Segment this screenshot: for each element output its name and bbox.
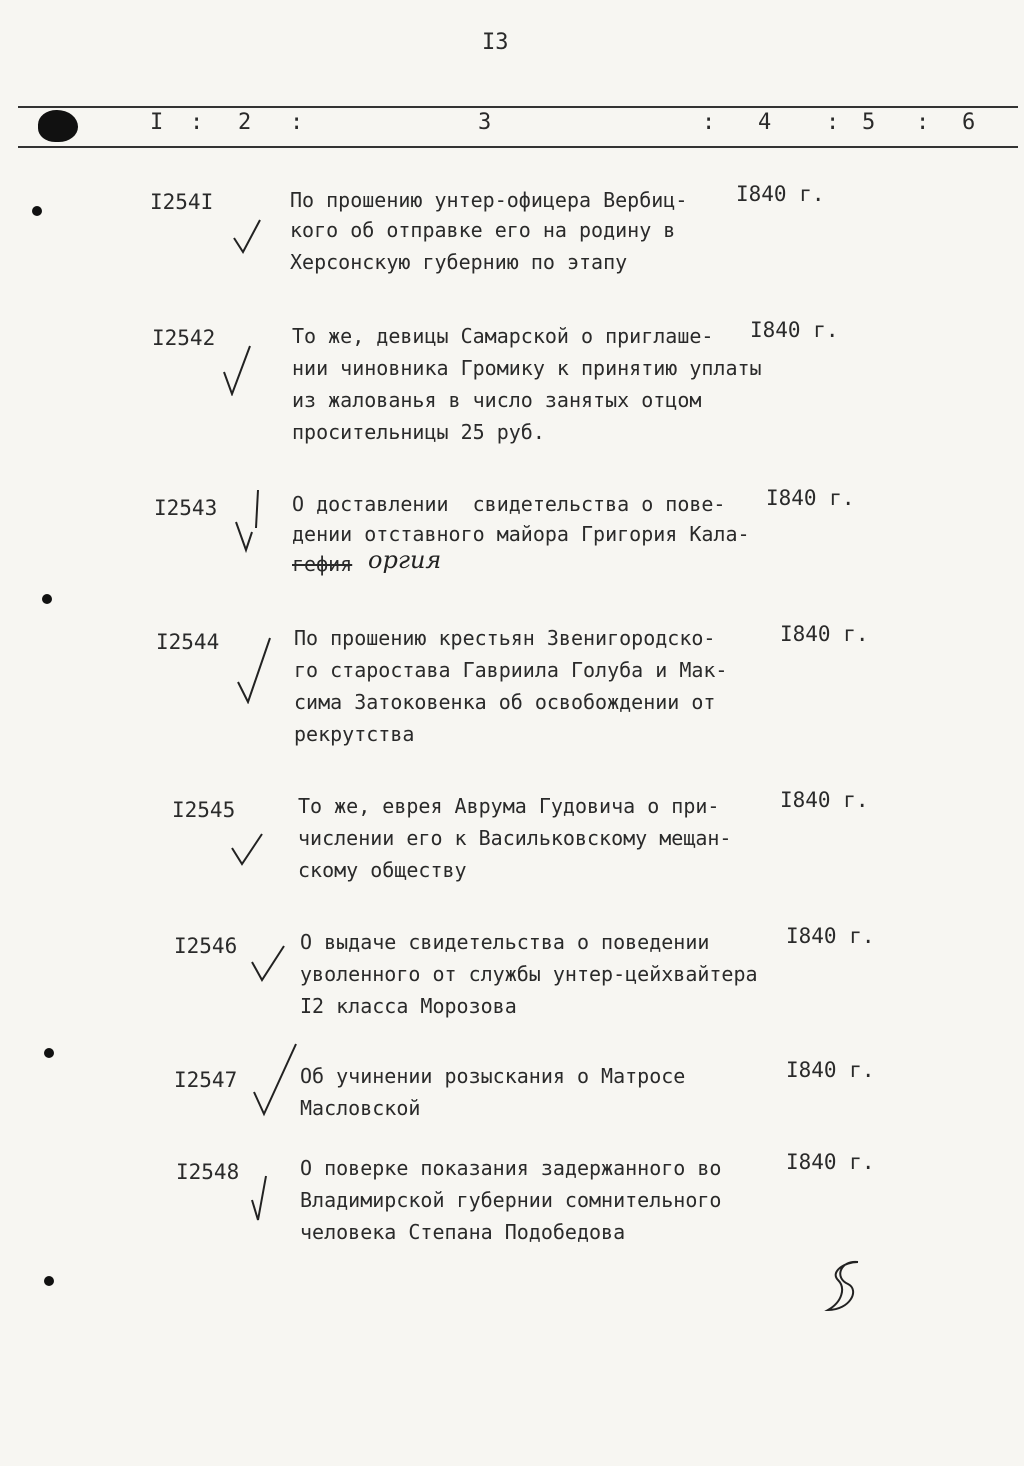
record-line: человека Степана Подобедова	[300, 1220, 626, 1244]
record-line: го старостава Гавриила Голуба и Мак-	[294, 658, 728, 682]
checkmark-icon	[250, 944, 286, 982]
record-number: I2544	[156, 630, 220, 654]
record-line: числении его к Васильковскому мещан-	[298, 826, 732, 850]
page-number: I3	[482, 30, 509, 55]
record-line: I2 класса Морозова	[300, 994, 517, 1018]
record-line: из жалованья в число занятых отцом	[292, 388, 702, 412]
col-sep: :	[916, 110, 930, 135]
margin-dot	[44, 1048, 54, 1058]
checkmark-icon	[232, 488, 262, 554]
record-line: сима Затоковенка об освобождении от	[294, 690, 716, 714]
record-year: I840 г.	[766, 486, 855, 510]
handwritten-correction: оргия	[368, 546, 442, 574]
record-line: Масловской	[300, 1096, 421, 1120]
col-2: 2	[238, 110, 252, 135]
record-number: I2545	[172, 798, 236, 822]
col-4: 4	[758, 110, 772, 135]
record-number: I2542	[152, 326, 216, 350]
record-line: Об учинении розыскания о Матросе	[300, 1064, 686, 1088]
record-year: I840 г.	[780, 788, 869, 812]
record-line: По прошению крестьян Звенигородско-	[294, 626, 716, 650]
record-line: О выдаче свидетельства о поведении	[300, 930, 710, 954]
record-year: I840 г.	[786, 1150, 875, 1174]
record-line: Херсонскую губернию по этапу	[290, 250, 628, 274]
signature-mark	[820, 1258, 870, 1314]
record-line: уволенного от службы унтер-цейхвайтера	[300, 962, 758, 986]
record-line: дении отставного майора Григория Кала-	[292, 522, 750, 546]
checkmark-icon	[222, 344, 252, 396]
header-rule-top	[18, 106, 1018, 108]
col-1: I	[150, 110, 164, 135]
record-number: I2548	[176, 1160, 240, 1184]
ink-blot	[38, 110, 78, 142]
record-year: I840 г.	[780, 622, 869, 646]
record-year: I840 г.	[786, 924, 875, 948]
record-line: нии чиновника Громику к принятию уплаты	[292, 356, 762, 380]
record-year: I840 г.	[786, 1058, 875, 1082]
header-rule-bottom	[18, 146, 1018, 148]
record-line: просительницы 25 руб.	[292, 420, 545, 444]
record-number: I2546	[174, 934, 238, 958]
col-sep: :	[190, 110, 204, 135]
record-line: рекрутства	[294, 722, 415, 746]
record-line: кого об отправке его на родину в	[290, 218, 676, 242]
record-number: I254I	[150, 190, 214, 214]
checkmark-icon	[236, 636, 272, 704]
col-sep: :	[702, 110, 716, 135]
record-year: I840 г.	[750, 318, 839, 342]
col-5: 5	[862, 110, 876, 135]
col-sep: :	[826, 110, 840, 135]
handwritten-signature	[820, 1258, 870, 1318]
record-line: То же, девицы Самарской о приглаше-	[292, 324, 714, 348]
record-line: Владимирской губернии сомнительного	[300, 1188, 722, 1212]
margin-dot	[44, 1276, 54, 1286]
margin-dot	[32, 206, 42, 216]
record-line: О поверке показания задержанного во	[300, 1156, 722, 1180]
record-line: То же, еврея Аврума Гудовича о при-	[298, 794, 720, 818]
checkmark-icon	[232, 218, 262, 254]
record-line: По прошению унтер-офицера Вербиц-	[290, 188, 688, 212]
record-year: I840 г.	[736, 182, 825, 206]
col-3: 3	[478, 110, 492, 135]
margin-dot	[42, 594, 52, 604]
record-number: I2547	[174, 1068, 238, 1092]
record-number: I2543	[154, 496, 218, 520]
checkmark-icon	[252, 1042, 298, 1118]
record-line: О доставлении свидетельства о пове-	[292, 492, 726, 516]
col-sep: :	[290, 110, 304, 135]
col-6: 6	[962, 110, 976, 135]
checkmark-icon	[230, 832, 264, 866]
record-line: скому обществу	[298, 858, 467, 882]
checkmark-icon	[250, 1174, 270, 1222]
record-line-struck: гефия	[292, 552, 353, 576]
